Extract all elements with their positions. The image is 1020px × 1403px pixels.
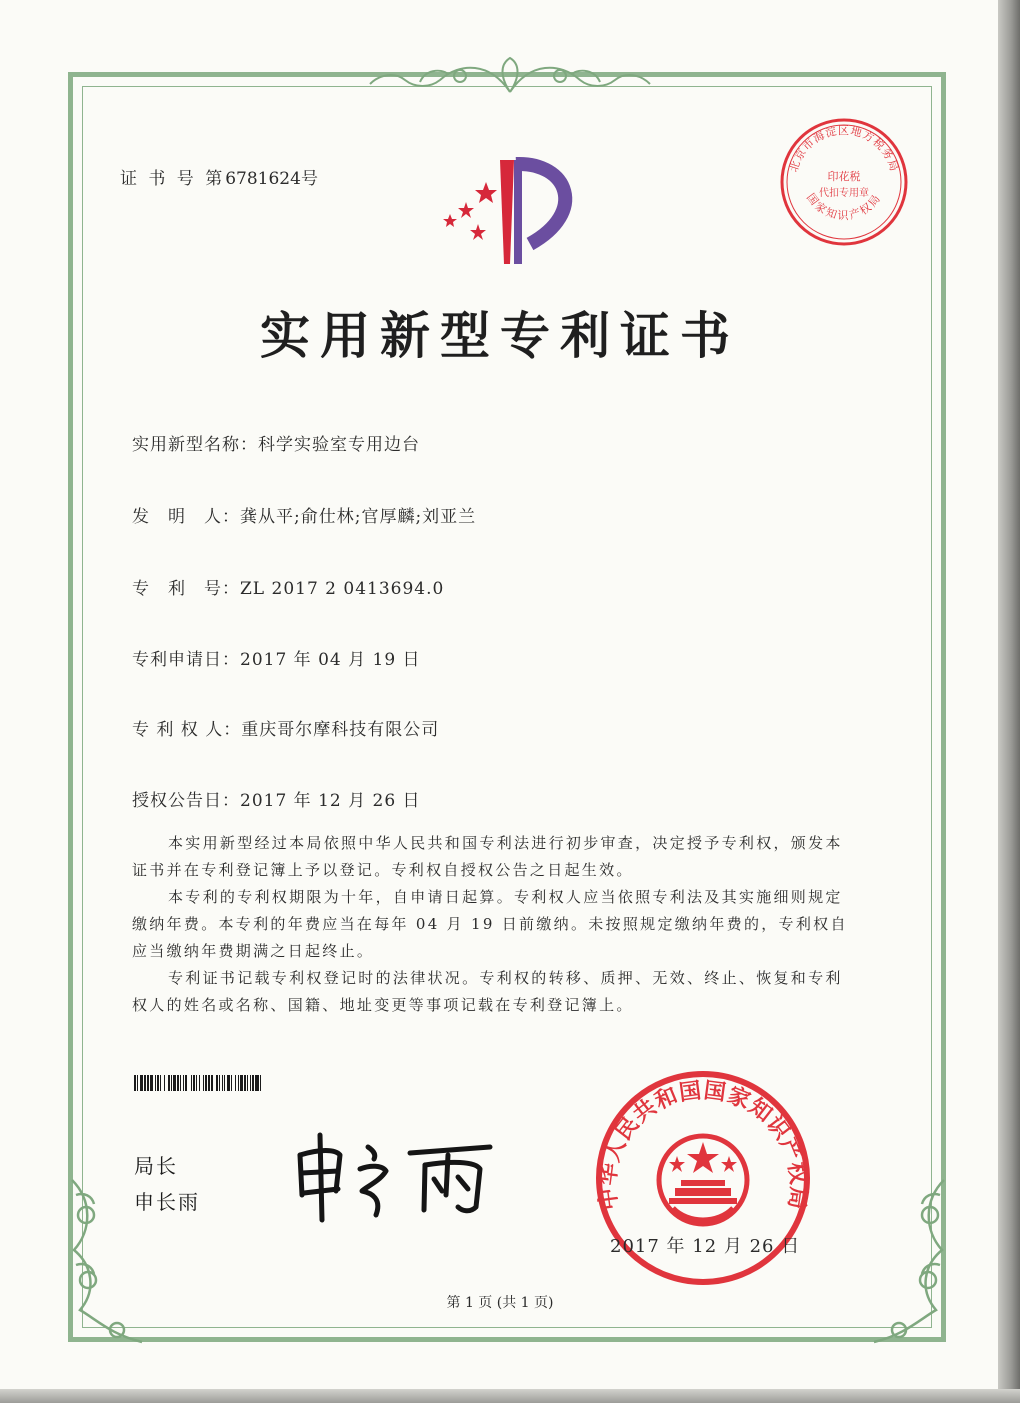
paragraph: 本实用新型经过本局依照中华人民共和国专利法进行初步审查，决定授予专利权，颁发本证书并在专利登记簿上予以登记。专利权自授权公告之日起生效。 [132, 834, 843, 879]
certificate-number-suffix: 号 [300, 169, 321, 189]
top-ornament-icon [360, 52, 660, 102]
paragraph: 本专利的专利权期限为十年，自申请日起算。专利权人应当依照专利法及其实施细则规定缴纳年费。本专利的年费应当在每年 04 月 19 日前缴纳。未按照规定缴纳年费的，专利权自应当缴纳年费期满之日起终止。 [132, 888, 848, 960]
page-title: 实用新型专利证书 [260, 307, 740, 365]
field-label: 专 利 号： [132, 579, 240, 599]
paragraph: 专利证书记载专利权登记时的法律状况。专利权的转移、质押、无效、终止、恢复和专利权人的姓名或名称、国籍、地址变更等事项记载在专利登记簿上。 [132, 969, 843, 1014]
field-value: 科学实验室专用边台 [258, 435, 420, 455]
director-signature [290, 1125, 510, 1225]
field-value: 重庆哥尔摩科技有限公司 [241, 720, 440, 740]
certificate-body-text [132, 830, 850, 1019]
page-number: 第 1 页 (共 1 页) [446, 1295, 554, 1311]
field-label: 专 利 权 人： [132, 720, 242, 740]
tax-stamp-seal [774, 112, 914, 252]
certificate-number-value: 6781624 [225, 169, 301, 189]
field-label: 发 明 人： [132, 507, 240, 527]
national-emblem-icon [659, 1136, 747, 1224]
bottom-right-ornament-icon [864, 1170, 954, 1350]
inventor-field [132, 502, 476, 527]
scan-edge-right [998, 0, 1020, 1403]
field-value: 龚从平;俞仕林;官厚麟;刘亚兰 [240, 507, 477, 527]
field-label: 授权公告日： [132, 791, 240, 811]
issue-date: 2017 年 12 月 26 日 [610, 1236, 801, 1257]
certificate-number-prefix: 证 书 号 第 [120, 169, 226, 189]
field-label: 专利申请日： [132, 650, 240, 670]
barcode [134, 1075, 384, 1091]
director-name: 申长雨 [134, 1190, 200, 1214]
grant-date-field [132, 786, 421, 811]
director-title: 局长 [134, 1154, 178, 1178]
application-date-field [132, 645, 421, 670]
patentee-field [132, 715, 439, 740]
field-label: 实用新型名称： [132, 435, 258, 455]
field-value: 2017 年 04 月 19 日 [240, 650, 421, 670]
patent-number-field [132, 574, 444, 599]
patent-office-logo-icon [438, 152, 588, 272]
svg-text:代扣专用章: 代扣专用章 [819, 188, 869, 199]
svg-text:中华人民共和国国家知识产权局: 中华人民共和国国家知识产权局 [595, 1078, 811, 1212]
scan-edge-bottom [0, 1389, 1020, 1403]
field-value: ZL 2017 2 0413694.0 [240, 579, 445, 599]
svg-text:国家知识产权局: 国家知识产权局 [804, 191, 884, 223]
field-value: 2017 年 12 月 26 日 [240, 791, 421, 811]
utility-model-name-field [132, 430, 420, 455]
svg-text:北京市海淀区地方税务局: 北京市海淀区地方税务局 [787, 124, 901, 174]
svg-text:印花税: 印花税 [827, 170, 861, 183]
certificate-number [120, 164, 321, 189]
